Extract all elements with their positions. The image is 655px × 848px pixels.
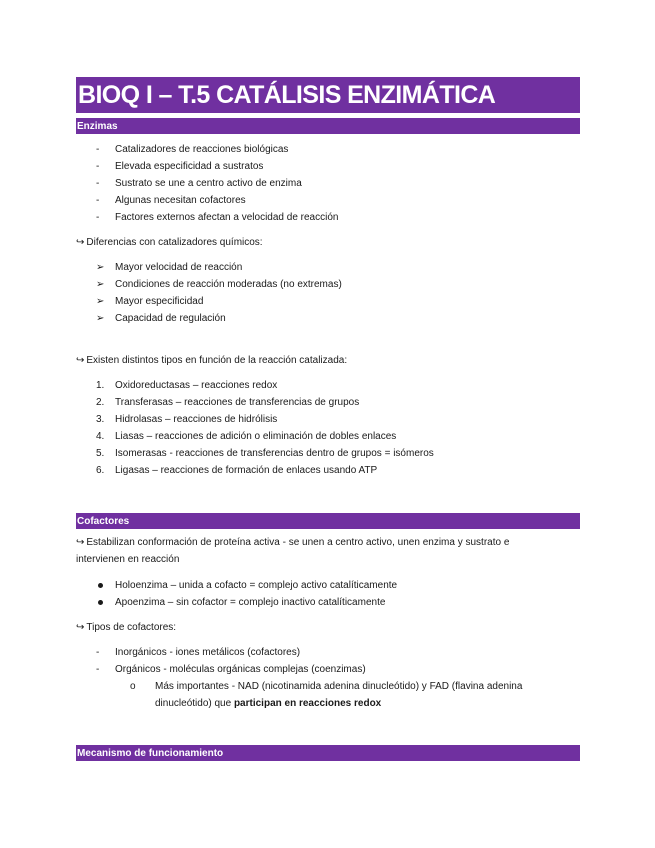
list-number: 2. [96,397,105,408]
dash-marker: - [96,144,100,155]
section-heading-label: Mecanismo de funcionamiento [77,747,224,759]
dash-marker: - [96,195,100,206]
list-item: Apoenzima – sin cofactor = complejo inactivo catalíticamente [76,594,580,611]
nested-list-item [76,678,580,712]
dash-marker: - [96,178,100,189]
note-tipos-cofactores: ↪ Tipos de cofactores: [76,622,177,633]
list-item: ➢ Mayor especificidad [76,293,580,310]
enzimas-arrow-list [76,259,580,327]
dash-marker: - [96,212,100,223]
arrowhead-icon: ➢ [96,262,105,273]
nested-item-text: Más importantes - NAD (nicotinamida adenina dinucleótido) y FAD (flavina adenina dinucleótido) que participan en reacciones redox [155,681,523,709]
note-tipos-enzimas: ↪ Existen distintos tipos en función de la reacción catalizada: [76,355,348,366]
list-item: ➢ Condiciones de reacción moderadas (no extremas) [76,276,580,293]
document-page [76,77,580,761]
list-item: - Algunas necesitan cofactores [76,192,580,209]
list-item: 5. Isomerasas - reacciones de transferencias dentro de grupos = isómeros [76,445,580,462]
arrowhead-icon: ➢ [96,279,105,290]
list-item: 4. Liasas – reacciones de adición o eliminación de dobles enlaces [76,428,580,445]
dash-marker: - [96,647,100,658]
dash-marker: - [96,161,100,172]
cofactores-bullet-list [76,577,580,611]
section-heading-enzimas [76,118,580,134]
list-item: - Inorgánicos - iones metálicos (cofactores) [76,644,580,661]
bullet-dot-icon [98,600,103,605]
section-heading-label: Enzimas [77,120,118,132]
return-arrow-icon: ↪ [76,622,85,633]
list-item: 1. Oxidoreductasas – reacciones redox [76,377,580,394]
note-diferencias: ↪ Diferencias con catalizadores químicos: [76,237,263,248]
dash-marker: - [96,664,100,675]
arrowhead-icon: ➢ [96,296,105,307]
return-arrow-icon: ↪ [76,355,85,366]
enzimas-numbered-list [76,377,580,479]
list-number: 3. [96,414,105,425]
note-estabilizan: ↪ Estabilizan conformación de proteína activa - se unen a centro activo, unen enzima y sustrato e intervienen en reacción [76,537,510,565]
list-item: - Factores externos afectan a velocidad de reacción [76,209,580,226]
list-number: 4. [96,431,105,442]
section-heading-label: Cofactores [77,515,130,527]
list-item: Holoenzima – unida a cofacto = complejo activo catalíticamente [76,577,580,594]
cofactores-dash-list [76,644,580,678]
list-item: - Orgánicos - moléculas orgánicas complejas (coenzimas) [76,661,580,678]
list-number: 6. [96,465,105,476]
list-item: ➢ Capacidad de regulación [76,310,580,327]
list-item: 6. Ligasas – reacciones de formación de enlaces usando ATP [76,462,580,479]
list-item: - Elevada especificidad a sustratos [76,158,580,175]
list-item: ➢ Mayor velocidad de reacción [76,259,580,276]
list-number: 1. [96,380,105,391]
title-bar [76,77,580,113]
return-arrow-icon: ↪ [76,537,85,548]
bullet-dot-icon [98,583,103,588]
document-title: BIOQ I – T.5 CATÁLISIS ENZIMÁTICA [78,80,496,109]
list-item: - Sustrato se une a centro activo de enzima [76,175,580,192]
return-arrow-icon: ↪ [76,237,85,248]
list-item: 2. Transferasas – reacciones de transferencias de grupos [76,394,580,411]
list-item: 3. Hidrolasas – reacciones de hidrólisis [76,411,580,428]
circle-marker: o [130,681,136,692]
list-number: 5. [96,448,105,459]
arrowhead-icon: ➢ [96,313,105,324]
section-heading-cofactores [76,513,580,529]
enzimas-dash-list [76,141,580,226]
list-item: - Catalizadores de reacciones biológicas [76,141,580,158]
bold-emphasis: participan en reacciones redox [233,698,382,709]
section-heading-mecanismo [76,745,580,761]
